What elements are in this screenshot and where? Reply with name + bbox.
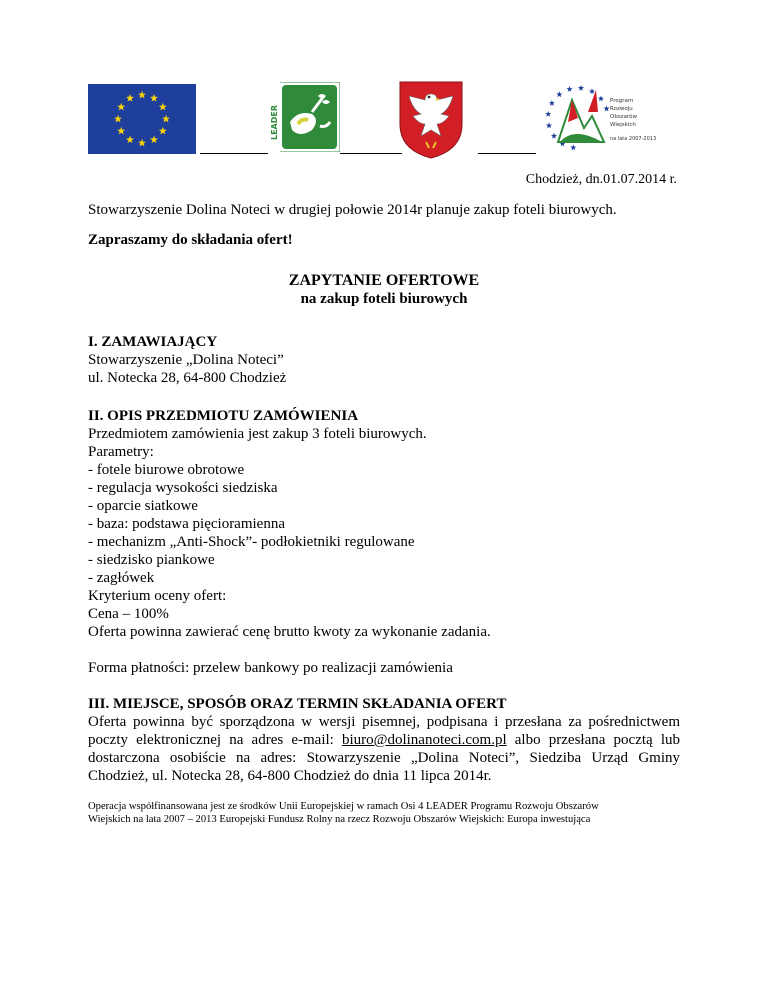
section-line: Przedmiotem zamówienia jest zakup 3 foteli biurowych. (88, 426, 427, 442)
section-line: Parametry: (88, 444, 154, 460)
logo-separator (478, 153, 536, 154)
leader-logo-text: LEADER (270, 104, 279, 140)
prow-star-icon (556, 91, 562, 97)
prow-star-icon (578, 85, 584, 91)
section-submission (88, 695, 680, 785)
footer-line: Operacja współfinansowana jest ze środków Unii Europejskiej w ramach Osi 4 LEADER Programu Rozwoju Obszarów (88, 801, 599, 812)
prow-text: Program (610, 98, 634, 104)
prow-star-icon (546, 122, 552, 128)
section-order-description (88, 407, 680, 677)
section-line: ul. Notecka 28, 64-800 Chodzież (88, 370, 287, 386)
prow-star-icon (567, 86, 573, 92)
submission-text-before: Oferta powinna być sporządzona w wersji pisemnej, podpisana i przesłana za pośrednictwem poczty elektronicznej na adres e-mail: (88, 714, 680, 748)
prow-star-icon (549, 100, 555, 106)
prow-star-icon (589, 88, 595, 94)
prow-star-icon (545, 111, 551, 117)
section-line: Stowarzyszenie „Dolina Noteci” (88, 352, 284, 368)
section-heading: I. ZAMAWIAJĄCY (88, 334, 218, 350)
submission-text (88, 713, 680, 785)
intro-text: Stowarzyszenie Dolina Noteci w drugiej połowie 2014r planuje zakup foteli biurowych. (88, 202, 617, 218)
section-line: - oparcie siatkowe (88, 498, 198, 514)
title-line-1: ZAPYTANIE OFERTOWE (288, 272, 480, 289)
email-link[interactable]: biuro@dolinanoteci.com.pl (342, 732, 507, 748)
prow-text: Wiejskich (610, 122, 636, 128)
prow-star-icon (551, 133, 557, 139)
invite-text: Zapraszamy do składania ofert! (88, 232, 293, 248)
section-line: - zagłówek (88, 570, 155, 586)
section-line: - regulacja wysokości siedziska (88, 480, 278, 496)
section-line: Oferta powinna zawierać cenę brutto kwoty za wykonanie zadania. (88, 624, 491, 640)
footer-line: Wiejskich na lata 2007 – 2013 Europejski Fundusz Rolny na rzecz Rozwoju Obszarów Wiejskich: Europa inwestująca (88, 814, 591, 825)
coat-of-arms-icon (398, 80, 464, 160)
prow-star-icon (598, 95, 604, 101)
prow-star-icon (603, 106, 609, 112)
section-line: - mechanizm „Anti-Shock”- podłokietniki regulowane (88, 534, 415, 550)
payment-form: Forma płatności: przelew bankowy po realizacji zamówienia (88, 660, 453, 676)
section-line: - baza: podstawa pięcioramienna (88, 516, 285, 532)
footer-note (88, 800, 680, 826)
document-body (88, 201, 680, 805)
title-line-2: na zakup foteli biurowych (300, 291, 468, 307)
section-ordering-party (88, 333, 680, 387)
section-line: - siedzisko piankowe (88, 552, 215, 568)
leader-logo-icon (268, 82, 340, 152)
prow-text: na lata 2007-2013 (610, 136, 657, 142)
section-heading: III. MIEJSCE, SPOSÓB ORAZ TERMIN SKŁADANIA OFERT (88, 696, 507, 712)
document-title (88, 271, 680, 309)
logo-separator (200, 153, 268, 154)
section-line: Cena – 100% (88, 606, 169, 622)
prow-text: Rozwoju (610, 106, 633, 112)
section-line: Kryterium oceny ofert: (88, 588, 227, 604)
prow-star-icon (570, 144, 576, 150)
prow-logo-icon (538, 82, 660, 156)
eu-flag-icon (88, 84, 196, 154)
submission-text-after: albo przesłana pocztą lub dostarczona osobiście na adres: Stowarzyszenie „Dolina Noteci”, Siedziba Urząd Gminy Chodzież, ul. Notecka 28, 64-800 Chodzież do dnia 11 lipca 2014r. (88, 732, 681, 784)
prow-text: Obszarów (610, 114, 637, 120)
section-line: - fotele biurowe obrotowe (88, 462, 245, 478)
logo-separator (340, 153, 402, 154)
section-heading: II. OPIS PRZEDMIOTU ZAMÓWIENIA (88, 408, 359, 424)
document-date: Chodzież, dn.01.07.2014 r. (525, 172, 677, 187)
logo-bar (88, 80, 668, 160)
